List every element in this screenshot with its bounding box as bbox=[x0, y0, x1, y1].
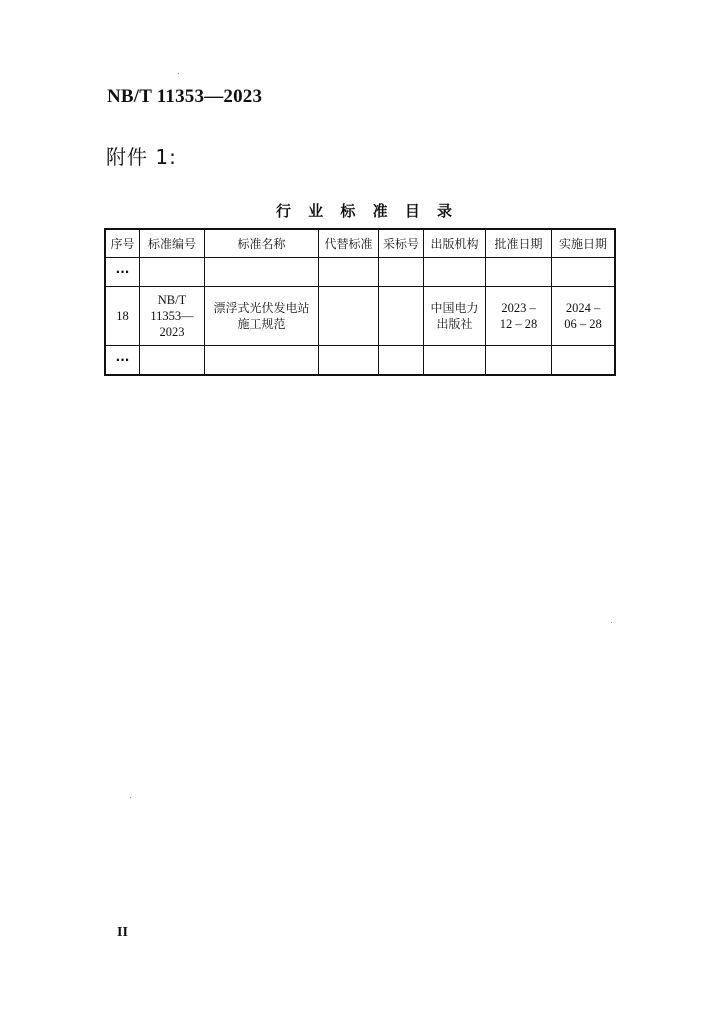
effective-line: 2024 – bbox=[565, 301, 601, 315]
table-title: 行 业 标 准 目 录 bbox=[275, 202, 459, 220]
empty-cell bbox=[486, 346, 552, 376]
empty-cell bbox=[205, 258, 319, 287]
ellipsis-cell: ··· bbox=[105, 346, 140, 376]
column-header-replaces: 代替标准 bbox=[319, 229, 379, 258]
code-line: NB/T bbox=[157, 293, 187, 307]
standard-code: NB/T 11353—2023 bbox=[107, 86, 263, 107]
empty-cell bbox=[379, 346, 424, 376]
column-header-approval-date: 批准日期 bbox=[486, 229, 552, 258]
empty-cell bbox=[552, 258, 616, 287]
column-header-adopted-no: 采标号 bbox=[379, 229, 424, 258]
empty-cell bbox=[552, 346, 616, 376]
code-line: 2023 bbox=[159, 325, 185, 339]
publisher-line: 中国电力 bbox=[430, 301, 479, 315]
standards-catalog-table bbox=[104, 228, 616, 376]
attachment-label: 附件 1: bbox=[106, 145, 177, 169]
approval-line: 12 – 28 bbox=[499, 317, 538, 331]
empty-cell bbox=[140, 258, 205, 287]
name-line: 漂浮式光伏发电站 bbox=[213, 301, 310, 315]
empty-cell bbox=[140, 346, 205, 376]
name-line: 施工规范 bbox=[237, 317, 286, 331]
scan-speck bbox=[611, 622, 612, 623]
row-standard-name bbox=[205, 287, 319, 346]
column-header-number: 序号 bbox=[105, 229, 140, 258]
table-header-row bbox=[105, 229, 615, 258]
empty-cell bbox=[319, 258, 379, 287]
empty-cell bbox=[424, 258, 486, 287]
row-replaces bbox=[319, 287, 379, 346]
approval-line: 2023 – bbox=[501, 301, 536, 315]
column-header-effective-date: 实施日期 bbox=[552, 229, 616, 258]
table-row-ellipsis bbox=[105, 258, 615, 287]
column-header-code: 标准编号 bbox=[140, 229, 205, 258]
empty-cell bbox=[205, 346, 319, 376]
row-number: 18 bbox=[105, 287, 140, 346]
empty-cell bbox=[379, 258, 424, 287]
effective-line: 06 – 28 bbox=[564, 317, 602, 331]
empty-cell bbox=[486, 258, 552, 287]
row-standard-code bbox=[140, 287, 205, 346]
ellipsis-cell: ··· bbox=[105, 258, 140, 287]
row-effective-date bbox=[552, 287, 616, 346]
table-row-ellipsis bbox=[105, 346, 615, 376]
row-publisher bbox=[424, 287, 486, 346]
column-header-publisher: 出版机构 bbox=[424, 229, 486, 258]
scan-speck bbox=[178, 73, 179, 74]
empty-cell bbox=[424, 346, 486, 376]
table-row bbox=[105, 287, 615, 346]
row-approval-date bbox=[486, 287, 552, 346]
column-header-name: 标准名称 bbox=[205, 229, 319, 258]
row-adopted-no bbox=[379, 287, 424, 346]
empty-cell bbox=[319, 346, 379, 376]
page-number: II bbox=[117, 925, 128, 940]
scan-speck bbox=[130, 797, 131, 798]
publisher-line: 出版社 bbox=[436, 317, 473, 331]
code-line: 11353— bbox=[150, 309, 194, 323]
